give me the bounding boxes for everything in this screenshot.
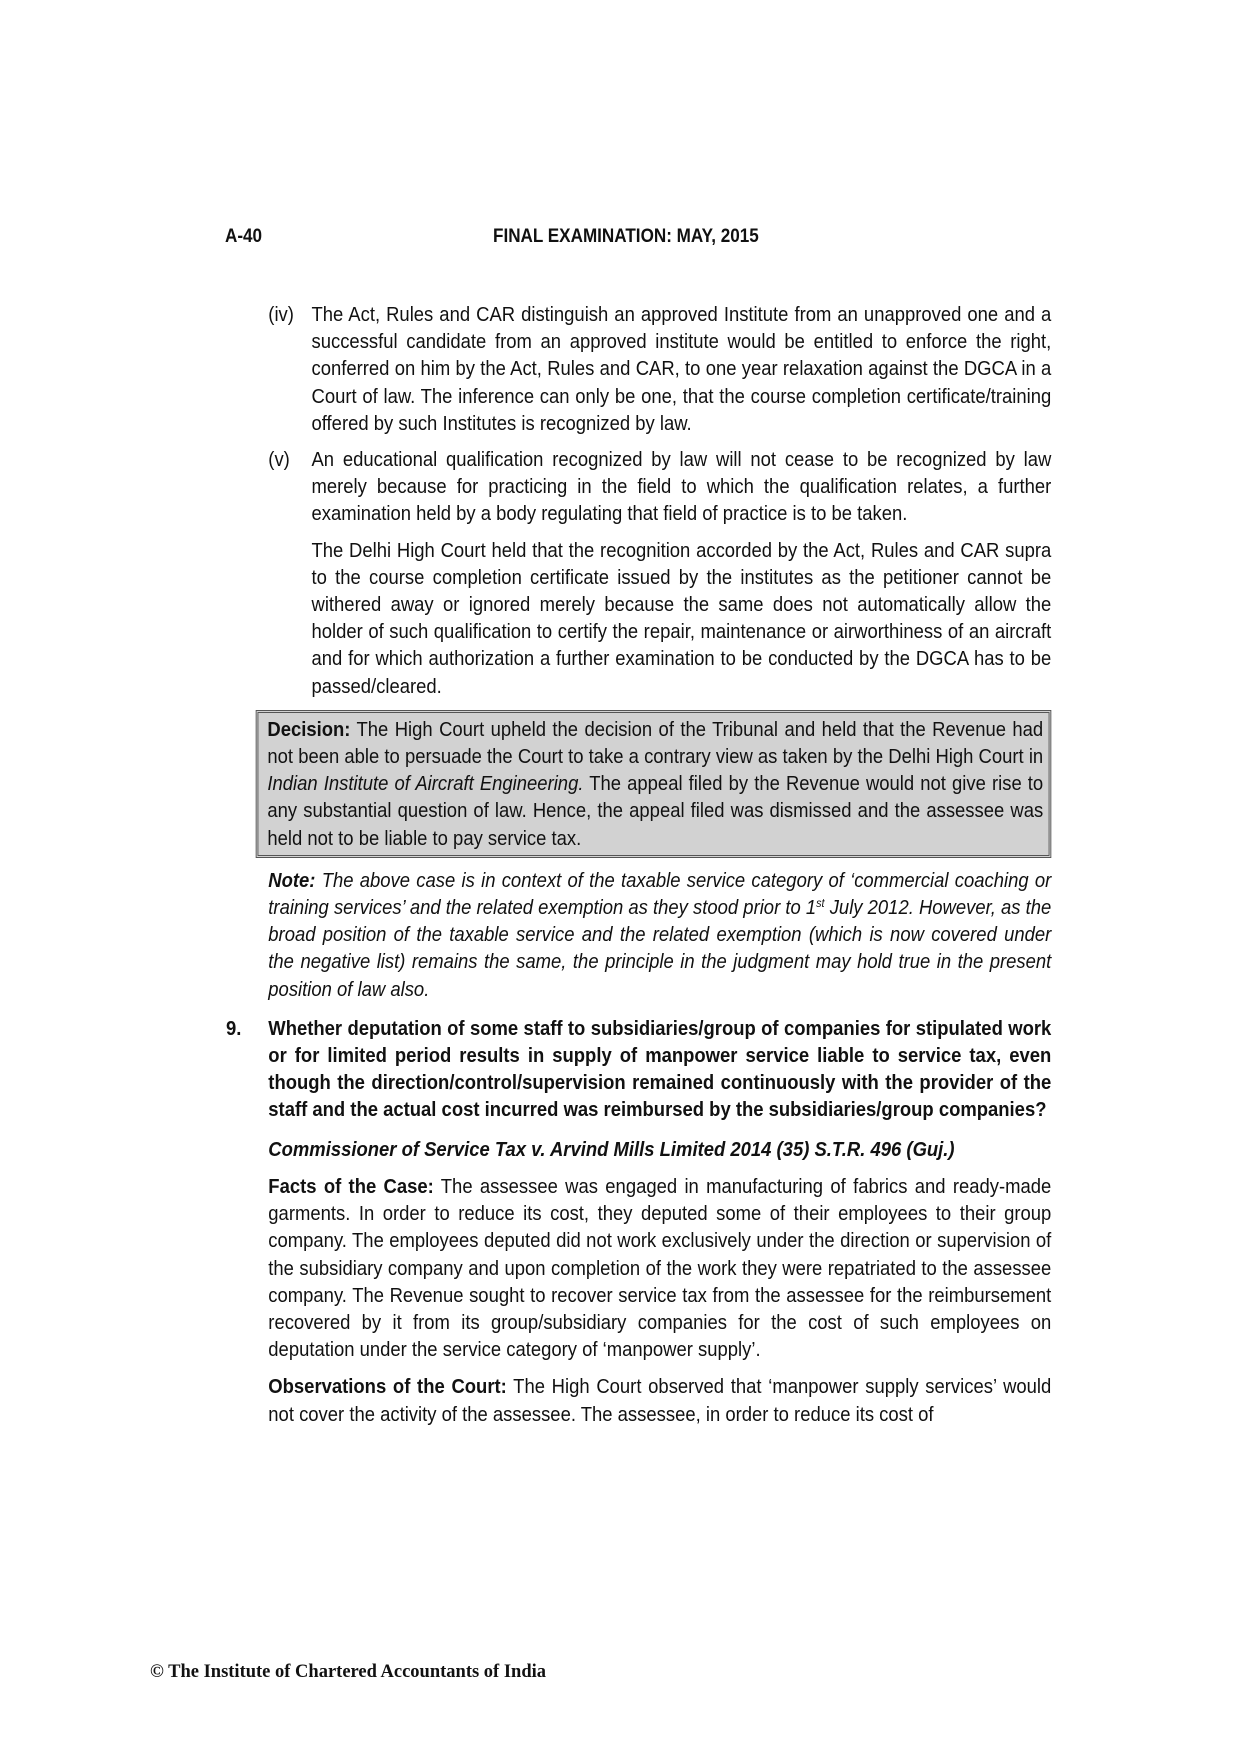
sub-point-text: An educational qualification recognized by law will not cease to be recognized by law merely because for practicing in the field to which the qualification relates, a further examination held by a body regulating that field of practice is to be taken. bbox=[311, 448, 1052, 526]
note-label: Note: bbox=[268, 868, 316, 892]
sub-point-marker: (v) bbox=[268, 448, 290, 472]
copyright-footer: © The Institute of Chartered Accountants of India bbox=[150, 1662, 547, 1682]
decision-text-cont: The appeal filed by the Revenue would not give rise to any substantial question of law. Hence, the appeal filed was dismissed and the assessee was held not to be liable to pay service tax. bbox=[267, 772, 1044, 850]
question-9 bbox=[226, 1015, 1051, 1124]
running-title: FINAL EXAMINATION: MAY, 2015 bbox=[493, 226, 759, 247]
decision-text: The High Court upheld the decision of the Tribunal and held that the Revenue had not been able to persuade the Court to take a contrary view as taken by the Delhi High Court in bbox=[267, 717, 1044, 769]
facts-label: Facts of the Case: bbox=[268, 1174, 434, 1198]
decision-box bbox=[256, 710, 1052, 858]
note-text: The above case is in context of the taxable service category of ‘commercial coaching or training services’ and the related exemption as they stood prior to 1 bbox=[268, 868, 1052, 920]
page-number: A-40 bbox=[225, 226, 263, 247]
facts-paragraph bbox=[226, 1173, 1051, 1363]
sub-point-text: The Act, Rules and CAR distinguish an approved Institute from an unapproved one and a successful candidate from an approved institute would be entitled to enforce the right, conferred on him by the Act, Rules and CAR, to one year relaxation against the DGCA in a Court of law. The inference can only be one, that the course completion certificate/training offered by such Institutes is recognized by law. bbox=[311, 303, 1052, 435]
observations-paragraph bbox=[226, 1373, 1051, 1427]
case-citation: Commissioner of Service Tax v. Arvind Mills Limited 2014 (35) S.T.R. 496 (Guj.) bbox=[268, 1137, 955, 1161]
body-content bbox=[226, 301, 1052, 1438]
note-text-cont: July 2012. However, as the broad position of the taxable service and the related exemption (which is now covered under the negative list) remains the same, the principle in the judgment may hold true in the present position of law also. bbox=[268, 896, 1052, 1001]
question-number: 9. bbox=[226, 1016, 242, 1040]
question-text: Whether deputation of some staff to subsidiaries/group of companies for stipulated work or for limited period results in supply of manpower service liable to service tax, even though the direction/control/supervision remained continuously with the provider of the staff and the actual cost incurred was reimbursed by the subsidiaries/group companies? bbox=[268, 1016, 1052, 1122]
observations-text: The High Court observed that ‘manpower supply services’ would not cover the activity of the assessee. The assessee, in order to reduce its cost of bbox=[268, 1375, 1052, 1426]
facts-text: The assessee was engaged in manufacturing of fabrics and ready-made garments. In order to reduce its cost, they deputed some of their employees to their group company. The employees deputed did not work exclusively under the direction or supervision of the subsidiary company and upon completion of the work they were repatriated to the assessee company. The Revenue sought to recover service tax from the assessee for the reimbursement recovered by it from its group/subsidiary companies for the cost of such employees on deputation under the service category of ‘manpower supply’. bbox=[268, 1174, 1052, 1362]
sub-point-iv bbox=[226, 301, 1051, 437]
sub-point-marker: (iv) bbox=[268, 303, 294, 326]
continuation-block bbox=[226, 537, 1051, 700]
sub-point-v bbox=[226, 446, 1051, 528]
note-superscript: st bbox=[816, 896, 825, 911]
text-column bbox=[226, 301, 1051, 1428]
note-paragraph bbox=[226, 867, 1051, 1003]
decision-label: Decision: bbox=[267, 717, 351, 741]
decision-case-name: Indian Institute of Aircraft Engineering. bbox=[267, 772, 584, 796]
observations-label: Observations of the Court: bbox=[268, 1375, 507, 1399]
continuation-paragraph: The Delhi High Court held that the recognition accorded by the Act, Rules and CAR supra to the course completion certificate issued by the institutes as the petitioner cannot be withered away or ignored merely because the same does not automatically allow the holder of such qualification to certify the repair, maintenance or airworthiness of an aircraft and for which authorization a further examination to be conducted by the DGCA has to be passed/cleared. bbox=[311, 538, 1052, 698]
